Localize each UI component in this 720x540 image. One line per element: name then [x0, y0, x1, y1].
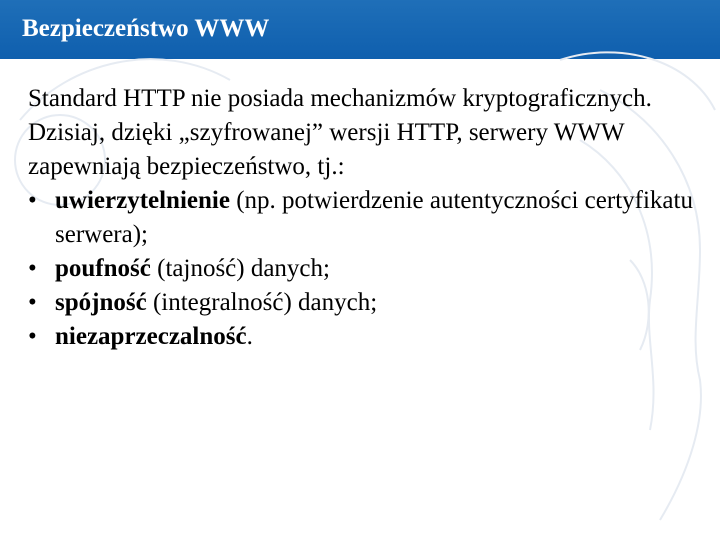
list-item — [28, 184, 698, 252]
term-integrity: spójność — [55, 289, 147, 316]
term-authentication: uwierzytelnienie — [55, 187, 230, 214]
list-item — [28, 252, 698, 286]
list-item — [28, 286, 698, 320]
bullet-text: (tajność) danych; — [150, 255, 330, 282]
bullet-list — [28, 184, 698, 354]
bullet-icon: • — [28, 255, 37, 282]
slide-title: Bezpieczeństwo WWW — [22, 15, 270, 42]
intro-paragraph: Standard HTTP nie posiada mechanizmów kryptograficznych. — [28, 85, 652, 112]
bullet-text: (integralność) danych; — [146, 289, 378, 316]
list-item — [28, 320, 698, 354]
bullet-icon: • — [28, 289, 37, 316]
bullet-text: (np. potwierdzenie autentyczności certyfikatu serwera); — [55, 187, 693, 248]
bullet-text: . — [246, 323, 253, 350]
term-confidentiality: poufność — [55, 255, 151, 282]
slide-body — [28, 82, 698, 354]
bullet-icon: • — [28, 323, 37, 350]
bullet-icon: • — [28, 187, 37, 214]
header-bar — [0, 0, 720, 59]
lead-paragraph: Dzisiaj, dzięki „szyfrowanej” wersji HTTP, serwery WWW zapewniają bezpieczeństwo, tj.: — [28, 119, 625, 180]
term-non-repudiation: niezaprzeczalność — [55, 323, 247, 350]
